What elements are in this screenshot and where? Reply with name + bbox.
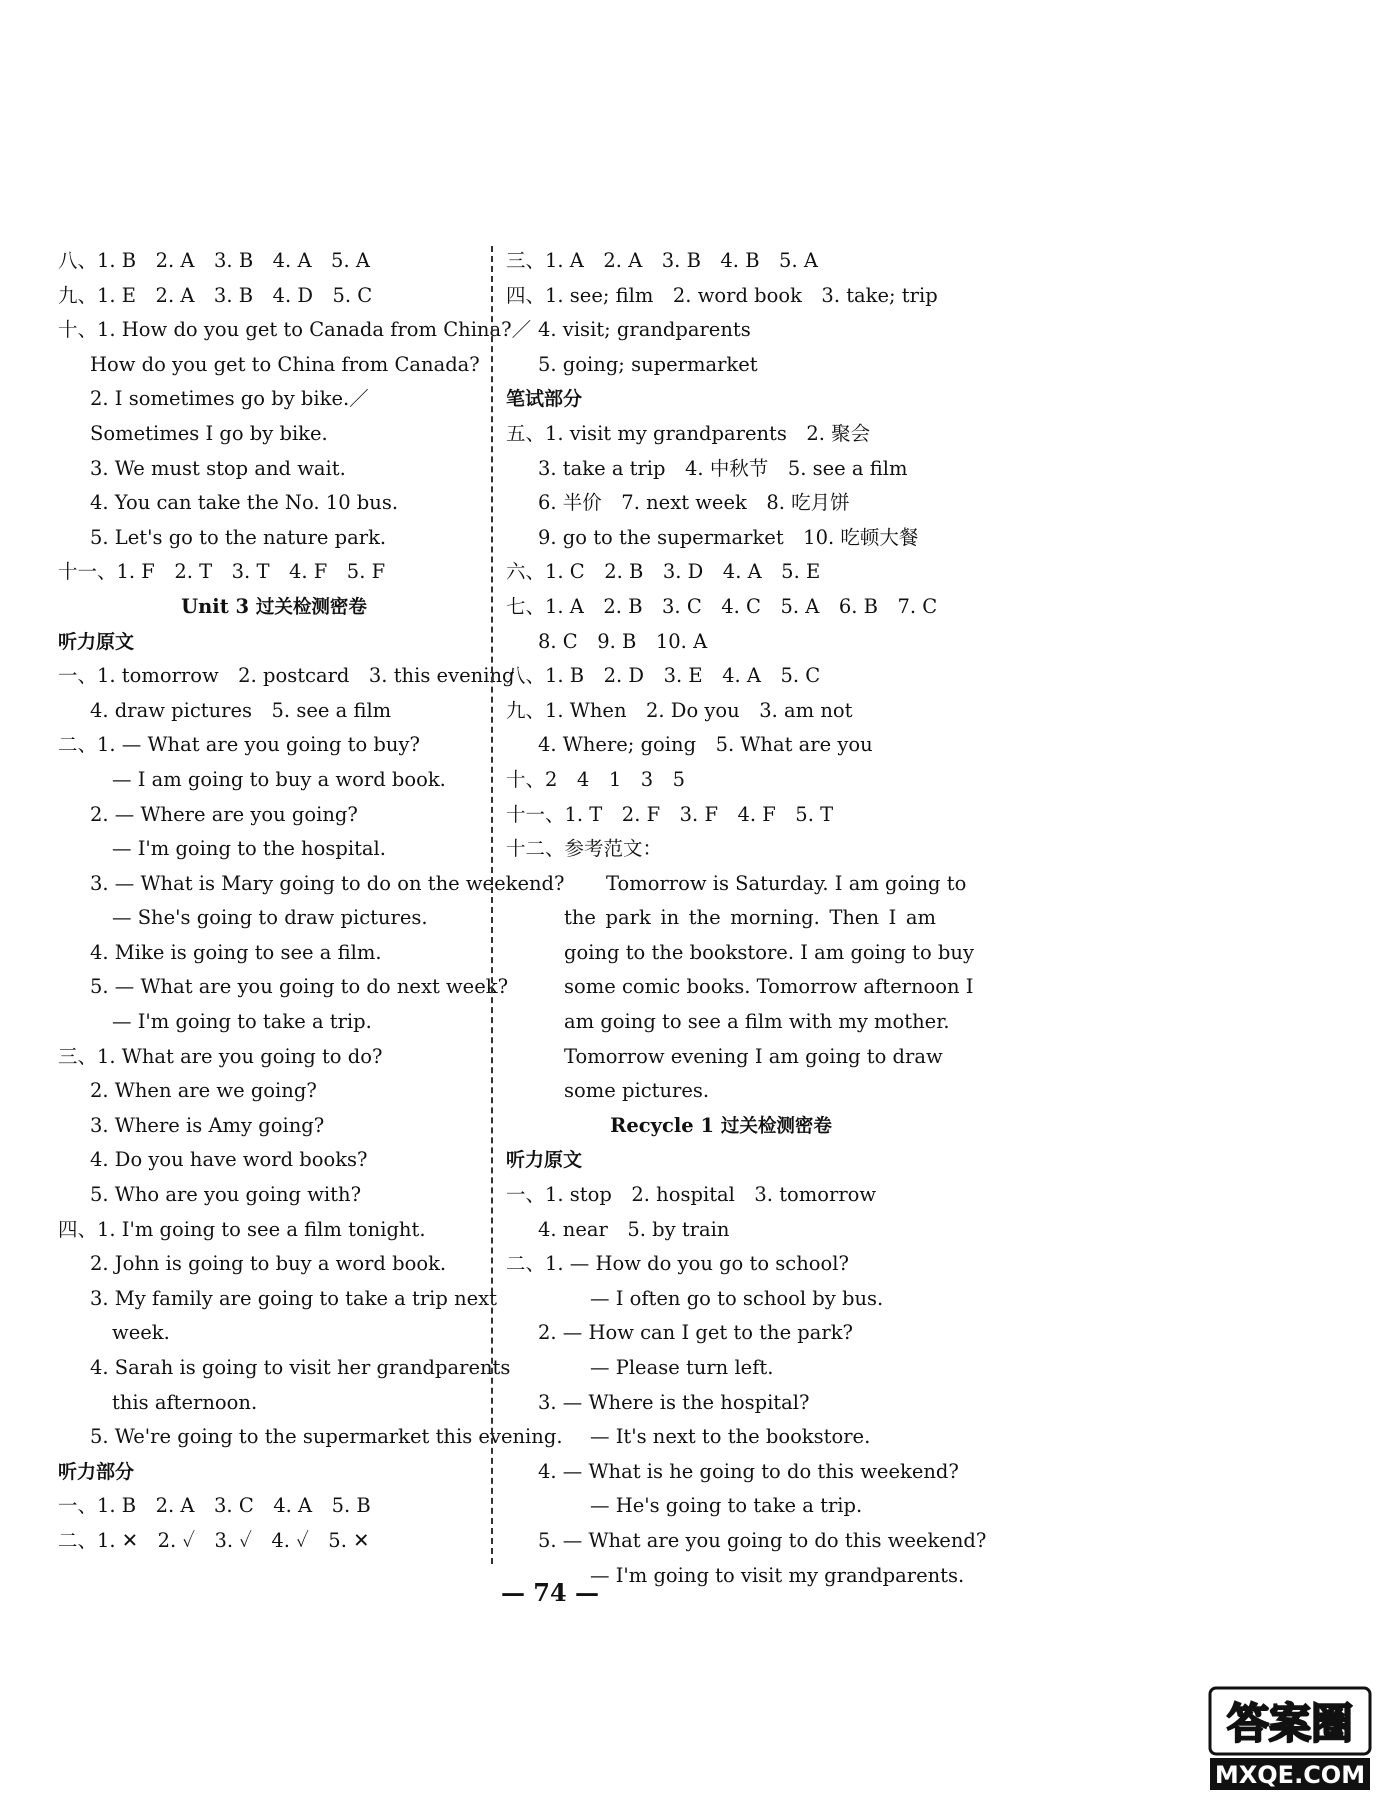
left-answer-line: this afternoon.: [112, 1390, 258, 1414]
left-answer-line: 2. John is going to buy a word book.: [90, 1252, 447, 1276]
right-answer-line: 3. take a trip 4. 中秋节 5. see a film: [538, 456, 908, 480]
left-answer-line: 5. Let's go to the nature park.: [90, 525, 387, 549]
left-answer-line: — I'm going to the hospital.: [112, 837, 386, 861]
svg-text:MXQE.COM: MXQE.COM: [1214, 1761, 1366, 1789]
right-column: [506, 244, 987, 1593]
left-answer-line: 三、1. What are you going to do?: [58, 1044, 383, 1068]
left-answer-line: — She's going to draw pictures.: [112, 906, 428, 930]
left-answer-line: 4. draw pictures 5. see a film: [90, 698, 392, 722]
right-answer-line: 8. C 9. B 10. A: [538, 629, 708, 653]
right-section-title: Recycle 1 过关检测密卷: [610, 1113, 832, 1137]
right-answer-line: 6. 半价 7. next week 8. 吃月饼: [538, 491, 850, 515]
right-answer-line: 5. going; supermarket: [538, 352, 758, 376]
left-answer-line: 四、1. I'm going to see a film tonight.: [58, 1217, 426, 1241]
right-answer-line: 九、1. When 2. Do you 3. am not: [506, 698, 853, 722]
right-answer-line: 一、1. stop 2. hospital 3. tomorrow: [506, 1183, 877, 1207]
left-answer-line: 十、1. How do you get to Canada from China?／: [58, 318, 532, 342]
right-answer-line: 9. go to the supermarket 10. 吃顿大餐: [538, 525, 919, 549]
left-answer-line: 5. — What are you going to do next week?: [90, 975, 509, 999]
right-essay-line: some comic books. Tomorrow afternoon I: [564, 975, 974, 999]
right-answer-line: 四、1. see; film 2. word book 3. take; trip: [506, 283, 938, 307]
right-answer-line: 4. — What is he going to do this weekend?: [538, 1459, 959, 1483]
right-answer-line: — I'm going to visit my grandparents.: [590, 1563, 965, 1587]
left-answer-line: 2. When are we going?: [90, 1079, 317, 1103]
left-answer-line: How do you get to China from Canada?: [90, 352, 480, 376]
right-answer-line: 七、1. A 2. B 3. C 4. C 5. A 6. B 7. C: [506, 594, 938, 618]
right-answer-line: 4. Where; going 5. What are you: [538, 733, 873, 757]
right-essay-line: some pictures.: [564, 1079, 710, 1103]
left-answer-line: 4. Mike is going to see a film.: [90, 940, 382, 964]
right-section-heading: 听力原文: [506, 1149, 583, 1172]
right-essay-line: Tomorrow evening I am going to draw: [564, 1044, 943, 1068]
right-answer-line: — I often go to school by bus.: [590, 1286, 884, 1310]
left-answer-line: 3. — What is Mary going to do on the weekend?: [90, 871, 565, 895]
left-answer-line: 一、1. tomorrow 2. postcard 3. this evening: [58, 664, 515, 688]
left-answer-line: 2. — Where are you going?: [90, 802, 358, 826]
right-answer-line: 三、1. A 2. A 3. B 4. B 5. A: [506, 249, 818, 272]
right-answer-line: 十、2 4 1 3 5: [506, 767, 686, 791]
left-answer-line: 一、1. B 2. A 3. C 4. A 5. B: [58, 1494, 371, 1518]
left-answer-line: 3. Where is Amy going?: [90, 1113, 325, 1137]
right-answer-line: 六、1. C 2. B 3. D 4. A 5. E: [506, 560, 821, 584]
right-answer-line: 2. — How can I get to the park?: [538, 1321, 854, 1345]
left-answer-line: week.: [112, 1321, 170, 1345]
watermark-logo: [1208, 1684, 1374, 1794]
left-answer-line: 二、1. ✕ 2. ✓ 3. ✓ 4. ✓ 5. ✕: [58, 1528, 370, 1552]
right-answer-line: — He's going to take a trip.: [590, 1494, 863, 1518]
left-section-title: Unit 3 过关检测密卷: [181, 594, 367, 618]
right-answer-line: — It's next to the bookstore.: [590, 1425, 871, 1449]
right-answer-line: 十二、参考范文：: [506, 837, 663, 861]
svg-text:答案圈: 答案圈: [1226, 1699, 1354, 1748]
left-section-heading: 听力部分: [58, 1460, 135, 1483]
right-answer-line: 八、1. B 2. D 3. E 4. A 5. C: [506, 664, 821, 688]
left-answer-line: 5. We're going to the supermarket this evening.: [90, 1425, 563, 1449]
left-answer-line: 八、1. B 2. A 3. B 4. A 5. A: [58, 249, 370, 272]
right-answer-line: 5. — What are you going to do this weekend?: [538, 1528, 987, 1552]
right-answer-line: 4. near 5. by train: [538, 1217, 730, 1241]
left-answer-line: 3. We must stop and wait.: [90, 456, 346, 480]
right-answer-line: 4. visit; grandparents: [538, 318, 751, 342]
left-answer-line: — I'm going to take a trip.: [112, 1010, 372, 1034]
left-section-heading: 听力原文: [58, 630, 135, 653]
left-answer-line: 十一、1. F 2. T 3. T 4. F 5. F: [58, 560, 386, 584]
right-answer-line: — Please turn left.: [590, 1356, 774, 1379]
left-answer-line: 2. I sometimes go by bike.／: [90, 387, 369, 411]
left-answer-line: 4. You can take the No. 10 bus.: [90, 491, 399, 515]
left-answer-line: — I am going to buy a word book.: [112, 767, 446, 791]
left-answer-line: 3. My family are going to take a trip next: [90, 1286, 498, 1310]
page-number: — 74 —: [500, 1578, 600, 1607]
right-answer-line: 五、1. visit my grandparents 2. 聚会: [506, 421, 871, 445]
right-section-heading: 笔试部分: [506, 388, 583, 411]
right-essay-line: Tomorrow is Saturday. I am going to: [606, 871, 967, 895]
right-answer-line: 二、1. — How do you go to school?: [506, 1252, 849, 1276]
right-answer-line: 十一、1. T 2. F 3. F 4. F 5. T: [506, 802, 834, 826]
right-answer-line: 3. — Where is the hospital?: [538, 1390, 810, 1414]
left-answer-line: 4. Sarah is going to visit her grandparents: [90, 1356, 511, 1379]
left-answer-line: 4. Do you have word books?: [90, 1148, 368, 1172]
left-answer-line: 二、1. — What are you going to buy?: [58, 733, 420, 757]
right-essay-line: going to the bookstore. I am going to buy: [564, 940, 974, 964]
right-essay-line: am going to see a film with my mother.: [564, 1010, 950, 1034]
left-answer-line: 5. Who are you going with?: [90, 1183, 362, 1207]
column-divider: [491, 246, 493, 1564]
left-answer-line: Sometimes I go by bike.: [90, 421, 328, 445]
right-essay-line: the park in the morning. Then I am: [564, 906, 936, 930]
left-answer-line: 九、1. E 2. A 3. B 4. D 5. C: [58, 283, 373, 307]
